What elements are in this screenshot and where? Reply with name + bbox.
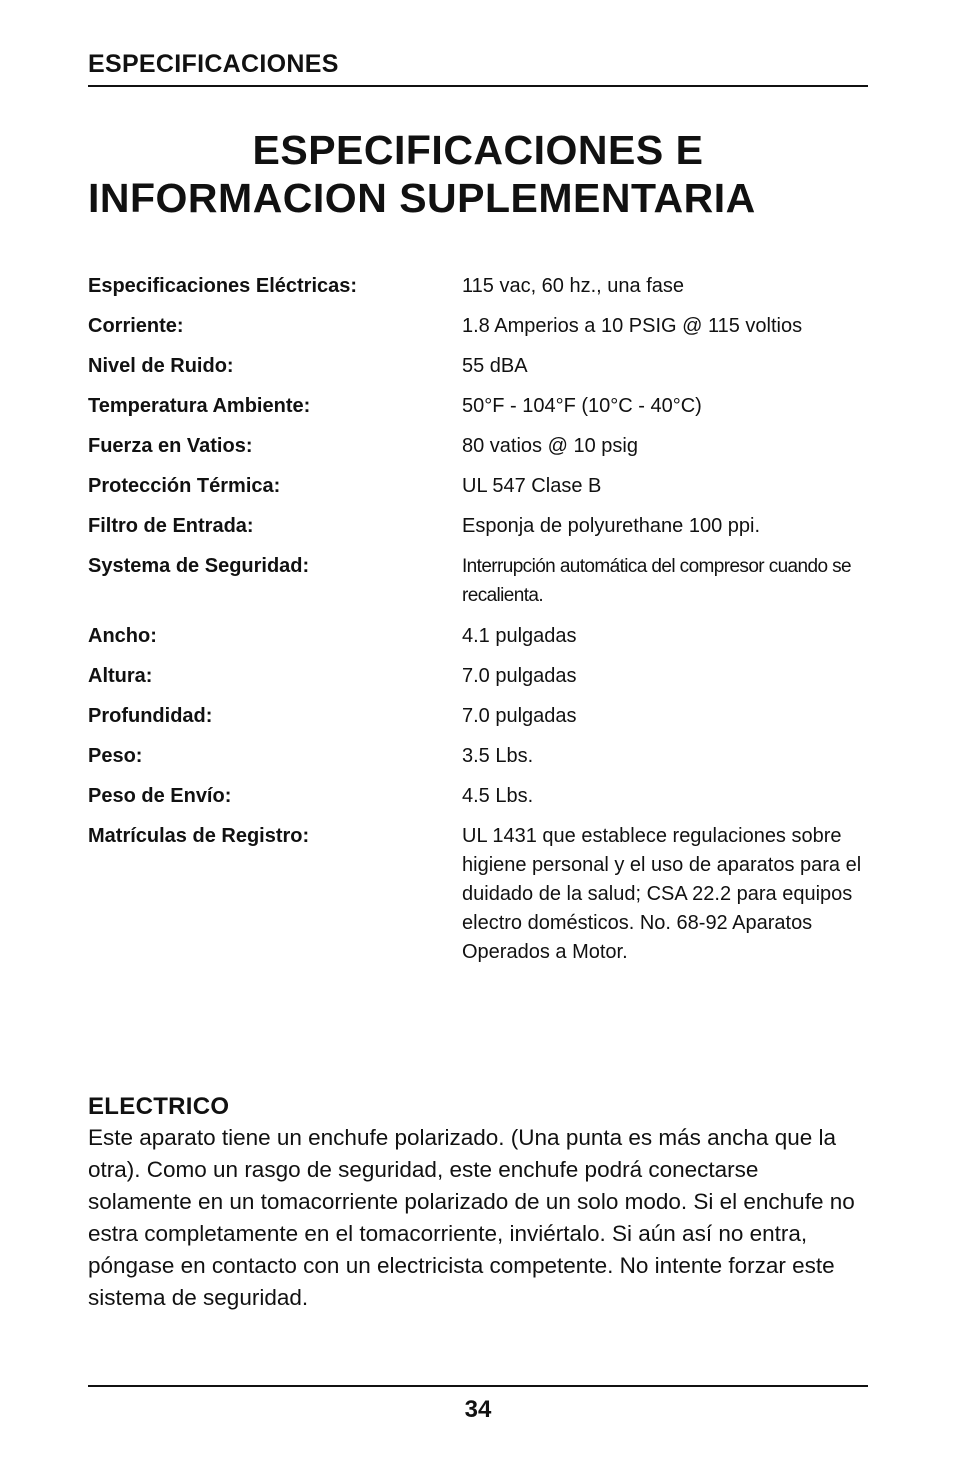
spec-label: Filtro de Entrada:: [88, 515, 254, 537]
page-title-line-2: INFORMACION SUPLEMENTARIA: [88, 175, 756, 221]
spec-value: 50°F - 104°F (10°C - 40°C): [462, 395, 702, 417]
spec-value: UL 1431 que establece regulaciones sobre higiene personal y el uso de aparatos para el duidado de la salud; CSA 22.2 para equipos electro domésticos. No. 68-92 Aparatos Operados a Motor.: [462, 825, 862, 963]
spec-label: Fuerza en Vatios:: [88, 435, 253, 457]
spec-row-weight: [88, 742, 868, 771]
footer-rule: [88, 1385, 868, 1387]
spec-value: 3.5 Lbs.: [462, 745, 534, 767]
spec-label: Peso:: [88, 745, 143, 767]
header-rule: [88, 85, 868, 87]
spec-row-input-filter: [88, 512, 868, 541]
electrico-section: [88, 1092, 868, 1314]
spec-value: Esponja de polyurethane 100 ppi.: [462, 515, 761, 537]
spec-label: Peso de Envío:: [88, 785, 232, 807]
spec-row-ambient-temperature: [88, 392, 868, 421]
spec-row-shipping-weight: [88, 782, 868, 811]
spec-row-width: [88, 622, 868, 651]
spec-value: 4.1 pulgadas: [462, 625, 577, 647]
electrico-heading: ELECTRICO: [88, 1093, 230, 1120]
page-title-line-1: ESPECIFICACIONES E: [252, 127, 704, 173]
spec-row-safety-system: [88, 552, 868, 610]
spec-value: 4.5 Lbs.: [462, 785, 534, 807]
spec-value: 7.0 pulgadas: [462, 665, 577, 687]
spec-label: Temperatura Ambiente:: [88, 395, 311, 417]
spec-label: Altura:: [88, 665, 153, 687]
spec-label: Nivel de Ruido:: [88, 355, 234, 377]
spec-label: Profundidad:: [88, 705, 213, 727]
spec-row-thermal-protection: [88, 472, 868, 501]
spec-label: Systema de Seguridad:: [88, 555, 310, 577]
spec-label: Ancho:: [88, 625, 157, 647]
specifications-table: [88, 272, 868, 978]
spec-value: 7.0 pulgadas: [462, 705, 577, 727]
spec-value: 55 dBA: [462, 355, 528, 377]
spec-row-depth: [88, 702, 868, 731]
spec-value: UL 547 Clase B: [462, 475, 602, 497]
spec-label: Corriente:: [88, 315, 184, 337]
spec-row-electrical: [88, 272, 868, 301]
spec-value: 115 vac, 60 hz., una fase: [462, 275, 685, 297]
spec-row-noise: [88, 352, 868, 381]
spec-label: Especificaciones Eléctricas:: [88, 275, 358, 297]
spec-row-current: [88, 312, 868, 341]
spec-row-wattage: [88, 432, 868, 461]
electrico-paragraph: Este aparato tiene un enchufe polarizado. (Una punta es más ancha que la otra). Como un rasgo de seguridad, este enchufe podrá conectarse solamente en un tomacorriente polarizado de un solo modo. Si el enchufe no estra completamente en el tomacorriente, inviértalo. Si aún así no entra, póngase en contacto con un electricista competente. No intente forzar este sistema de seguridad.: [88, 1125, 855, 1310]
spec-value: Interrupción automática del compresor cuando se recalienta.: [462, 556, 851, 606]
spec-label: Protección Térmica:: [88, 475, 281, 497]
spec-label: Matrículas de Registro:: [88, 825, 310, 847]
manual-page: [88, 0, 868, 1475]
page-number: 34: [464, 1396, 492, 1423]
spec-row-registrations: [88, 822, 868, 967]
running-header: ESPECIFICACIONES: [88, 50, 339, 78]
spec-value: 80 vatios @ 10 psig: [462, 435, 638, 457]
spec-row-height: [88, 662, 868, 691]
spec-value: 1.8 Amperios a 10 PSIG @ 115 voltios: [462, 315, 803, 337]
page-title: [88, 126, 868, 222]
